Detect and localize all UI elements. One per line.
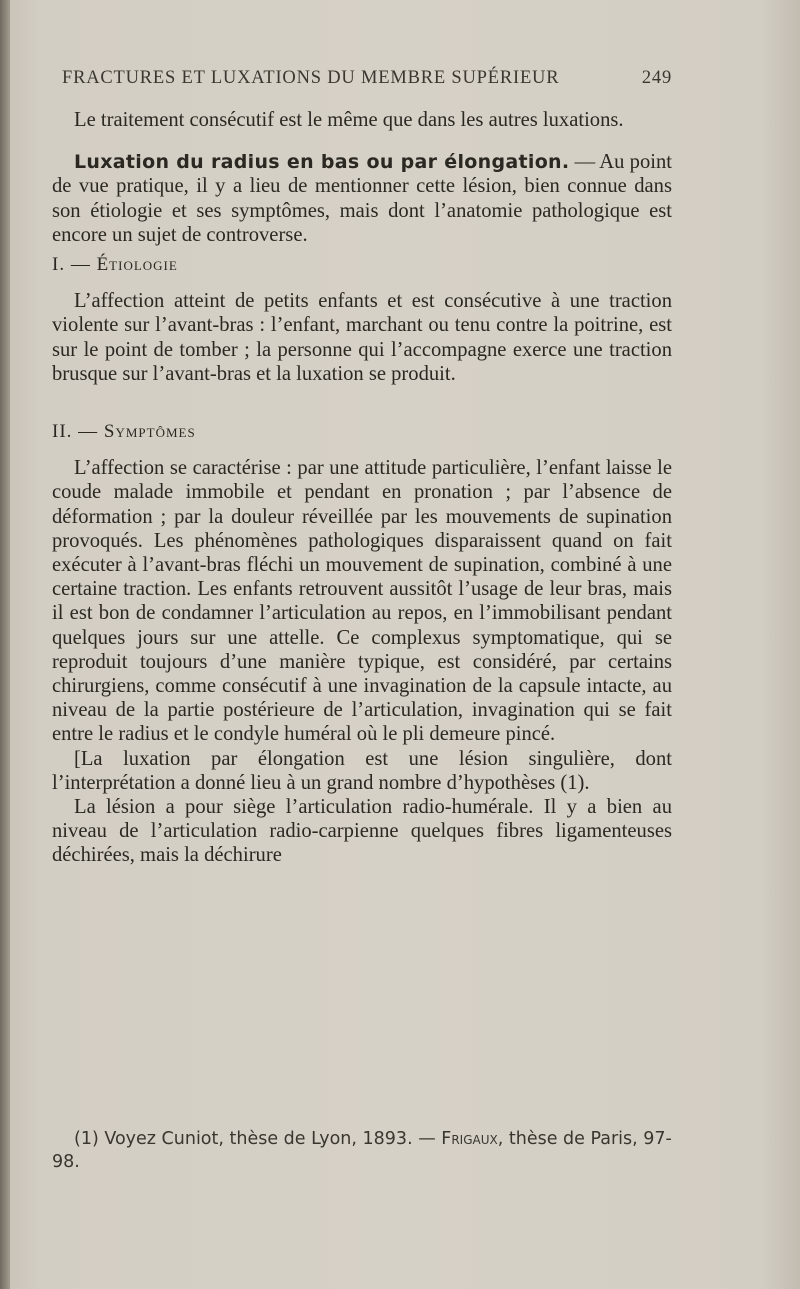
paragraph-etiologie: L’affection atteint de petits enfants et est consécutive à une traction violente sur l’avant-bras : l’enfant, marchant ou tenu contre la poitrine, est sur le point de tomber ; la personne qui l’accompagne exerce une traction brusque sur l’avant-bras et la luxation se produit. bbox=[52, 290, 672, 385]
section-heading-etiologie bbox=[52, 253, 672, 277]
section-title: Symptômes bbox=[103, 421, 196, 443]
footnote bbox=[52, 1128, 672, 1174]
footnote-author: Frigaux bbox=[441, 1129, 498, 1149]
paragraph-lead-heading: Luxation du radius en bas ou par élongation. bbox=[74, 151, 570, 174]
footnote-text bbox=[52, 1128, 672, 1174]
main-text bbox=[52, 108, 672, 868]
page-binding-edge bbox=[0, 0, 10, 1289]
footnote-part-1: (1) Voyez Cuniot, thèse de Lyon, 1893. — bbox=[74, 1129, 442, 1149]
paragraph-symptomes: L’affection se caractérise : par une attitude particulière, l’enfant laisse le coude malade immobile et pendant en pronation ; par l’absence de déformation ; par la douleur réveillée par les mouvements de supination provoqués. Les phénomènes pathologiques disparaissent quand on fait exécuter à l’avant-bras fléchi un mouvement de supination, combiné à une certaine traction. Les enfants retrouvent aussitôt l’usage de leur bras, mais il est bon de condamner l’articulation au repos, en l’immobilisant pendant quelques jours sur une attelle. Ce complexus symptomatique, qui se reproduit toujours d’une manière typique, est considéré, par certains chirurgiens, comme consécutif à une invagination de la capsule intacte, au niveau de la partie postérieure de l’articulation, invagination qui se fait entre le radius et le condyle huméral où le pli demeure pincé. bbox=[52, 457, 672, 746]
paragraph-luxation-body: — Au point de vue pratique, il y a lieu de mentionner cette lésion, bien connue dans son étiologie et ses symptômes, mais dont l’anatomie pathologique est encore un sujet de controverse. bbox=[52, 151, 672, 246]
page-number: 249 bbox=[641, 68, 672, 88]
paragraph-luxation bbox=[52, 150, 672, 247]
section-number: I. — bbox=[52, 254, 97, 276]
running-title: FRACTURES ET LUXATIONS DU MEMBRE SUPÉRIEUR bbox=[62, 68, 560, 88]
section-heading-symptomes bbox=[52, 420, 672, 444]
footnote-part-2: , thèse de Paris, 97-98. bbox=[52, 1129, 672, 1172]
paragraph-luxation-singuliere: [La luxation par élongation est une lésion singulière, dont l’interprétation a donné lieu à un grand nombre d’hypothèses (1). bbox=[52, 747, 672, 794]
paragraph-lesion-siege: La lésion a pour siège l’articulation radio-humérale. Il y a bien au niveau de l’articulation radio-carpienne quelques fibres ligamenteuses déchirées, mais la déchirure bbox=[52, 796, 672, 867]
section-number: II. — bbox=[52, 421, 104, 443]
paragraph-1: Le traitement consécutif est le même que dans les autres luxations. bbox=[74, 109, 624, 131]
running-header bbox=[62, 68, 672, 89]
section-title: Étiologie bbox=[96, 254, 178, 276]
